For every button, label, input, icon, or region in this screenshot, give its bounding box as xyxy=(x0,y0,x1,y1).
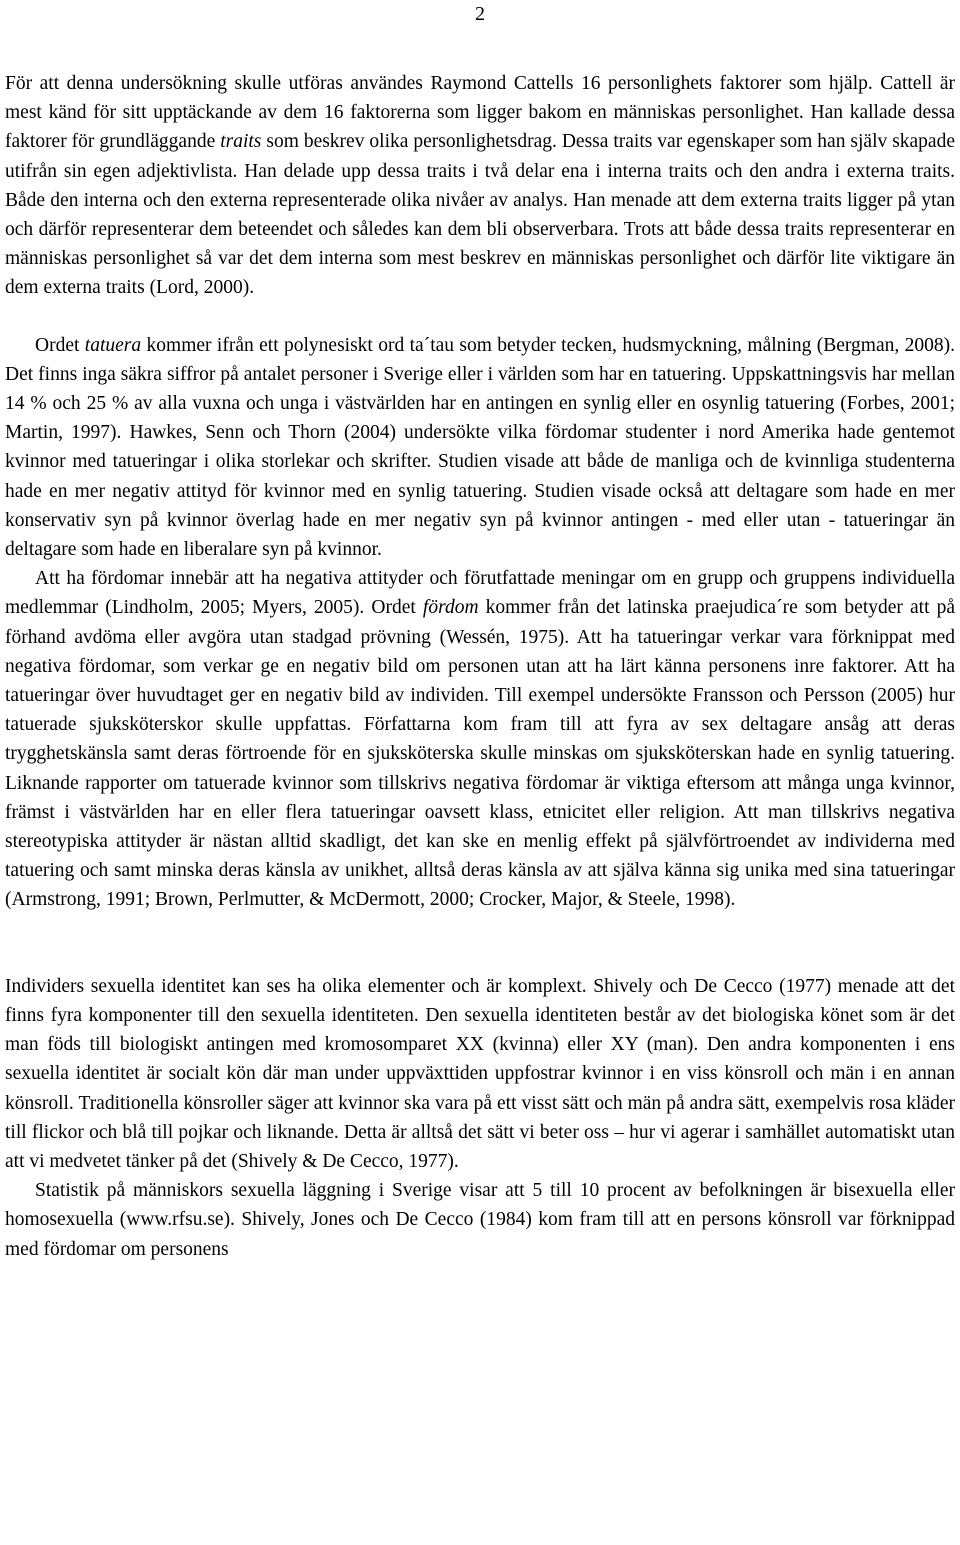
paragraph-text: Statistik på människors sexuella läggning i Sverige visar att 5 till 10 procent av befolkningen är bisexuella eller homosexuella (www.rfsu.se). Shively, Jones och De Cecco (1984) kom fram till att en persons könsroll var förknippad med fördomar om personens xyxy=(5,1180,955,1260)
page-number: 2 xyxy=(475,3,485,25)
paragraph-text: Ordet xyxy=(35,334,85,356)
emphasis-term: tatuera xyxy=(84,334,142,356)
paragraph-cattell-traits xyxy=(5,69,955,303)
emphasis-term: traits xyxy=(220,131,262,153)
section-spacer xyxy=(5,915,955,972)
paragraph-text: som beskrev olika personlighetsdrag. Dessa traits var egenskaper som han själv skapade utifrån sin egen adjektivlista. Han delade upp dessa traits i två delar ena i interna traits och den andra i externa traits. Både den interna och den externa representerade olika nivåer av analys. Han menade att dem externa traits ligger på ytan och därför representerar dem beteendet och således kan dem bli observerbara. Trots att både dessa traits representerar en människas personlighet så var det dem interna som mest beskrev en människas personlighet och därför lite viktigare än dem externa traits (Lord, 2000). xyxy=(5,131,955,299)
paragraph-statistik xyxy=(5,1176,955,1264)
paragraph-tatuera xyxy=(5,331,955,565)
paragraph-sexuell-identitet xyxy=(5,972,955,1176)
paragraph-fordomar xyxy=(5,564,955,914)
paragraph-text: För att denna undersökning skulle utföras användes Raymond Cattells 16 personlighets faktorer som hjälp. Cattell är mest känd för sitt upptäckande av dem 16 faktorerna som ligger bakom en människas personlighet. Han kallade dessa faktorer för grundläggande xyxy=(5,73,955,153)
document-body xyxy=(5,69,955,1264)
paragraph-text: Att ha fördomar innebär att ha negativa attityder och förutfattade meningar om en grupp och gruppens individuella medlemmar (Lindholm, 2005; Myers, 2005). Ordet xyxy=(5,568,955,619)
paragraph-text: kommer från det latinska praejudica´re som betyder att på förhand avdöma eller avgöra utan stadgad prövning (Wessén, 1975). Att ha tatueringar verkar vara förknippat med negativa fördomar, som verkar ge en negativ bild om personen utan att ha lärt känna personens inre faktorer. Att ha tatueringar över huvudtaget ger en negativ bild av individen. Till exempel undersökte Fransson och Persson (2005) hur tatuerade sjuksköterskor skulle uppfattas. Författarna kom fram till att fyra av sex deltagare ansåg att deras trygghetskänsla samt deras förtroende för en sjuksköterska skulle minskas om sjuksköterskan hade en synlig tatuering. Liknande rapporter om tatuerade kvinnor som tillskrivs negativa fördomar är viktiga eftersom att många unga kvinnor, främst i västvärlden har en eller flera tatueringar oavsett klass, etnicitet eller religion. Att man tillskrivs negativa stereotypiska attityder är nästan alltid skadligt, det kan ske en menlig effekt på självförtroendet av individerna med tatuering och samt minska deras känsla av unikhet, alltså deras känsla av att själva känna sig unika med sina tatueringar (Armstrong, 1991; Brown, Perlmutter, & McDermott, 2000; Crocker, Major, & Steele, 1998). xyxy=(5,597,955,911)
emphasis-term: fördom xyxy=(422,597,479,619)
paragraph-text: kommer ifrån ett polynesiskt ord ta´tau som betyder tecken, hudsmyckning, målning (Bergman, 2008). Det finns inga säkra siffror på antalet personer i Sverige eller i världen som har en tatuering. Uppskattningsvis har mellan 14 % och 25 % av alla vuxna och unga i västvärlden har en antingen en synlig eller en osynlig tatuering (Forbes, 2001; Martin, 1997). Hawkes, Senn och Thorn (2004) undersökte vilka fördomar studenter i nord Amerika hade gentemot kvinnor med tatueringar i olika storlekar och skrifter. Studien visade att både de manliga och de kvinnliga studenterna hade en mer negativ attityd för kvinnor med en synlig tatuering. Studien visade också att deltagare som hade en mer konservativ syn på kvinnor överlag hade en mer negativ syn på kvinnor antingen - med eller utan - tatueringar än deltagare som hade en liberalare syn på kvinnor. xyxy=(5,334,955,561)
paragraph-text: Individers sexuella identitet kan ses ha olika elementer och är komplext. Shively och De Cecco (1977) menade att det finns fyra komponenter till den sexuella identiteten. Den sexuella identiteten består av det biologiska könet som är det man föds till biologiskt antingen med kromosomparet XX (kvinna) eller XY (man). Den andra komponenten i ens sexuella identitet är socialt kön där man under uppväxttiden uppfostrar kvinnor i en viss könsroll och män i en annan könsroll. Traditionella könsroller säger att kvinnor ska vara på ett visst sätt och män på andra sätt, exempelvis rosa kläder till flickor och blå till pojkar och liknande. Detta är alltså det sätt vi beter oss – hur vi agerar i samhället automatiskt utan att vi medvetet tänker på det (Shively & De Cecco, 1977). xyxy=(5,975,955,1172)
paragraph-spacer xyxy=(5,303,955,331)
